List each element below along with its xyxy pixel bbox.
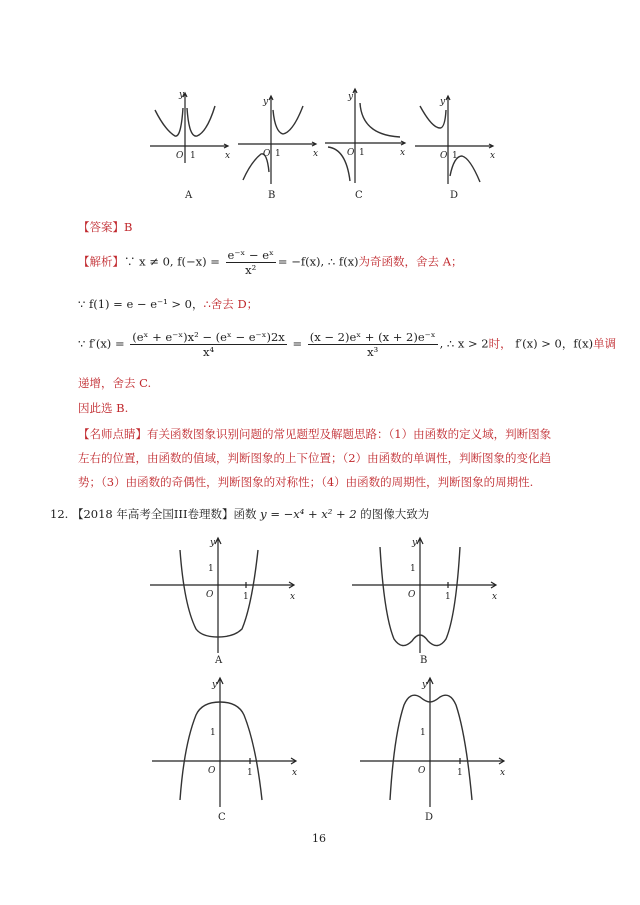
graph-q12-label-d: D <box>425 812 434 823</box>
curve-left <box>420 106 446 128</box>
question-formula: y = −x⁴ + x² + 2 <box>260 507 357 521</box>
analysis-l3-fraction-1 <box>130 330 287 359</box>
tip-text: 有关函数图象识别问题的常见题型及解题思路：（1）由函数的定义域，判断图象左右的位置，由函数的值域，判断图象的上下位置；（2）由函数的单调性，判断图象的变化趋势；（3）由函数的奇偶性，判断图象的对称性；（4）由函数的周期性，判断图象的周期性. <box>78 427 552 489</box>
curve-left <box>155 108 183 136</box>
one-x-label: 1 <box>457 768 463 778</box>
origin-label: O <box>408 590 416 600</box>
origin-label: O <box>208 766 216 776</box>
y-label: y <box>348 92 354 102</box>
analysis-l1-post: = −f(x), ∴ f(x) <box>277 254 359 269</box>
curve <box>180 702 262 800</box>
analysis-l3-red1: 时， <box>488 336 512 351</box>
analysis-l2-red: ∴舍去 D； <box>203 297 259 311</box>
x-label: x <box>313 149 319 159</box>
origin-label: O <box>418 766 426 776</box>
analysis-l1-fraction <box>226 248 276 277</box>
x-label: x <box>225 151 231 161</box>
y-label: y <box>440 97 446 107</box>
frac-numerator: (eˣ + e⁻ˣ)x² − (eˣ − e⁻ˣ)2x <box>132 330 285 344</box>
analysis-l3-fraction-2 <box>308 330 438 359</box>
question-text-pre: 函数 <box>233 507 261 521</box>
one-y-label: 1 <box>210 728 216 738</box>
x-label: x <box>492 592 498 602</box>
analysis-l3-red2: 单调 <box>593 336 617 351</box>
graph-label-d: D <box>450 190 459 201</box>
origin-label: O <box>206 590 214 600</box>
analysis-line-5: 因此选 B. <box>78 401 129 415</box>
x-label: x <box>290 592 296 602</box>
graph-q12-d <box>358 675 513 810</box>
analysis-bracket: 【解析】 <box>78 254 124 269</box>
analysis-l3-post: , ∴ x > 2 <box>439 336 489 351</box>
one-y-label: 1 <box>208 564 214 574</box>
graph-label-b: B <box>268 190 276 201</box>
analysis-line-3 <box>78 330 616 359</box>
graph-q12-label-c: C <box>218 812 226 823</box>
y-label: y <box>422 680 428 690</box>
y-label: y <box>263 97 269 107</box>
graph-q12-b <box>350 535 505 655</box>
curve-right <box>360 103 400 137</box>
graph-option-a <box>145 88 235 168</box>
origin-label: O <box>347 148 355 158</box>
analysis-l3-mid: f′(x) > 0，f(x) <box>511 336 594 351</box>
x-label: x <box>490 151 496 161</box>
x-label: x <box>500 768 506 778</box>
y-label: y <box>212 680 218 690</box>
analysis-line-4: 递增，舍去 C. <box>78 376 152 390</box>
analysis-l3-pre: ∵ f′(x) = <box>78 336 129 351</box>
graph-option-c <box>320 85 410 185</box>
origin-label: O <box>176 151 184 161</box>
frac-denominator: x⁴ <box>202 345 215 359</box>
one-label: 1 <box>359 148 365 158</box>
answer-value: B <box>124 220 133 234</box>
analysis-line-2 <box>78 297 258 311</box>
answer-bracket: 【答案】 <box>78 220 124 234</box>
y-label: y <box>179 90 185 100</box>
graph-option-b <box>233 92 323 187</box>
question-number: 12. <box>50 507 69 521</box>
frac-numerator: e⁻ˣ − eˣ <box>227 248 274 262</box>
graph-label-a: A <box>185 190 193 201</box>
one-y-label: 1 <box>410 564 416 574</box>
analysis-l3-eq: = <box>288 336 306 351</box>
graph-option-d <box>410 92 500 187</box>
y-label: y <box>210 538 216 548</box>
one-label: 1 <box>452 151 458 161</box>
teacher-tip <box>78 422 552 494</box>
graph-q12-label-b: B <box>420 655 428 666</box>
x-label: x <box>400 148 406 158</box>
graph-label-c: C <box>355 190 363 201</box>
analysis-line-1 <box>78 248 463 277</box>
one-x-label: 1 <box>247 768 253 778</box>
question-12 <box>50 507 429 521</box>
one-label: 1 <box>190 151 196 161</box>
page-number: 16 <box>312 832 326 845</box>
curve-right <box>187 106 215 136</box>
frac-denominator: x² <box>245 263 257 277</box>
question-source: 【2018 年高考全国III卷理数】 <box>71 507 234 521</box>
tip-bracket: 【名师点睛】 <box>78 427 147 441</box>
graph-q12-label-a: A <box>215 655 223 666</box>
one-x-label: 1 <box>243 592 249 602</box>
graph-q12-c <box>150 675 305 810</box>
graph-q12-a <box>148 535 303 655</box>
curve-right <box>273 106 303 134</box>
one-y-label: 1 <box>420 728 426 738</box>
analysis-l2-pre: ∵ f(1) = e − e⁻¹ > 0， <box>78 297 204 311</box>
answer-line <box>78 220 132 234</box>
one-label: 1 <box>275 149 281 159</box>
frac-denominator: x³ <box>367 345 379 359</box>
frac-numerator: (x − 2)eˣ + (x + 2)e⁻ˣ <box>309 330 436 344</box>
x-label: x <box>292 768 298 778</box>
analysis-l1-red: 为奇函数，舍去 A； <box>358 254 463 269</box>
one-x-label: 1 <box>445 592 451 602</box>
question-text-post: 的图像大致为 <box>356 507 430 521</box>
origin-label: O <box>263 149 271 159</box>
analysis-l1-pre: ∵ x ≠ 0, f(−x) = <box>124 254 224 269</box>
curve <box>390 695 472 800</box>
y-label: y <box>412 538 418 548</box>
origin-label: O <box>440 151 448 161</box>
